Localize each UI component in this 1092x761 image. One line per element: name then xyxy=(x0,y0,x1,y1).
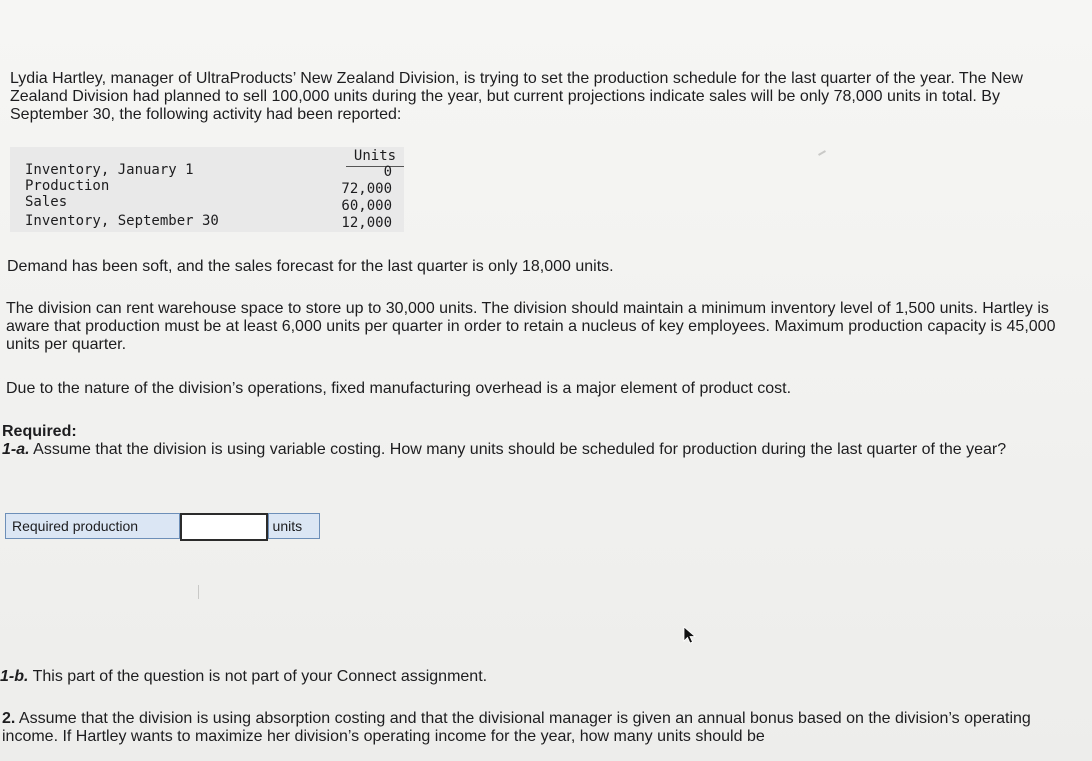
stray-mark xyxy=(198,585,199,599)
required-heading: Required: xyxy=(2,423,77,440)
part-1a-number xyxy=(2,441,30,458)
part-1b xyxy=(0,668,700,686)
part-1b-text: This part of the question is not part of your Connect assignment. xyxy=(32,668,488,685)
answer-row xyxy=(5,513,320,539)
row-value-inventory-jan: 0 xyxy=(383,164,392,180)
row-label-inventory-jan: Inventory, January 1 xyxy=(25,162,194,178)
part-1b-number-text: 1-b. xyxy=(0,668,29,685)
units-column-header: Units xyxy=(346,148,404,167)
row-value-production: 72,000 xyxy=(341,181,392,197)
part-1b-number xyxy=(0,668,28,685)
activity-table xyxy=(10,147,404,232)
required-production-input[interactable] xyxy=(180,513,268,541)
problem-intro: Lydia Hartley, manager of UltraProducts’ New Zealand Division, is trying to set the production schedule for the last quarter of the year. The New Zealand Division had planned to sell 100,000 units during the year, but current projections indicate sales will be only 78,000 units in total. By September 30, the following activity had been reported: xyxy=(10,70,1023,123)
overhead-paragraph: Due to the nature of the division’s operations, fixed manufacturing overhead is a major element of product cost. xyxy=(6,380,792,397)
demand-paragraph: Demand has been soft, and the sales forecast for the last quarter is only 18,000 units. xyxy=(7,258,614,275)
stray-mark xyxy=(818,150,826,156)
part-2-number: 2. xyxy=(2,710,16,727)
row-label-inventory-sep: Inventory, September 30 xyxy=(25,213,219,229)
mouse-cursor-icon xyxy=(682,626,696,644)
row-value-inventory-sep: 12,000 xyxy=(341,215,392,231)
required-section xyxy=(2,423,1072,459)
part-2 xyxy=(2,710,1062,746)
warehouse-paragraph: The division can rent warehouse space to store up to 30,000 units. The division should maintain a minimum inventory level of 1,500 units. Hartley is aware that production must be at least 6,000 units per quarter in order to retain a nucleus of key employees. Maximum production capacity is 45,000 units per quarter. xyxy=(6,300,1056,353)
part-1a-question: Assume that the division is using variable costing. How many units should be scheduled for production during the last quarter of the year? xyxy=(33,441,1007,458)
units-label: units xyxy=(268,513,320,539)
part-1a-number-text: 1-a. xyxy=(2,441,30,458)
row-label-production: Production xyxy=(25,178,110,194)
row-value-sales: 60,000 xyxy=(341,198,392,214)
row-label-sales: Sales xyxy=(25,194,68,210)
part-2-text: Assume that the division is using absorption costing and that the divisional manager is given an annual bonus based on the division’s operating income. If Hartley wants to maximize her division’s operating income for the year, how many units should be xyxy=(2,710,1031,745)
required-production-label: Required production xyxy=(5,513,180,539)
